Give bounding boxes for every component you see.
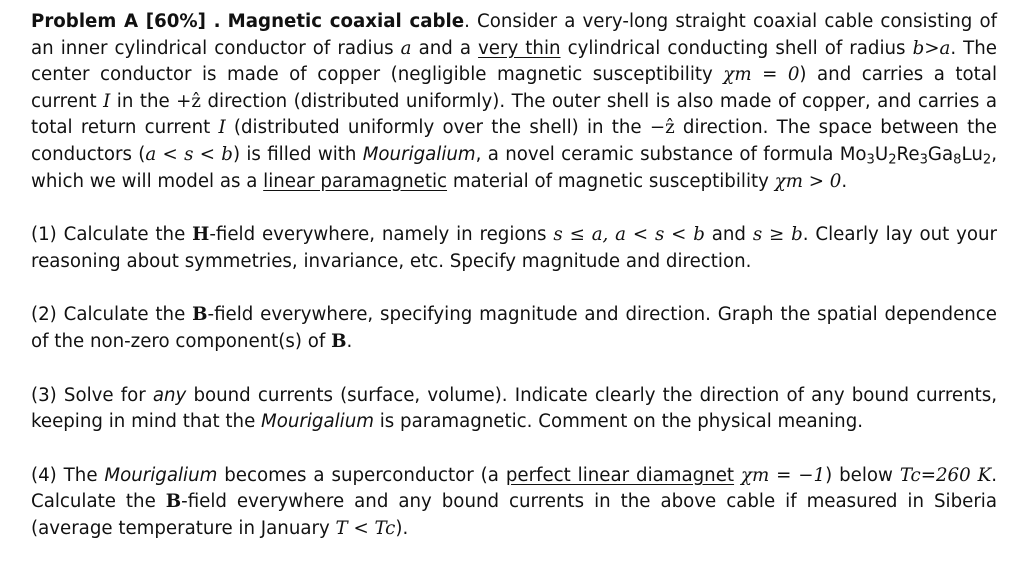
formula-subscript: 3: [919, 152, 928, 168]
formula-element: Ga: [927, 143, 954, 165]
spacer: [31, 275, 997, 302]
math-minus-z: −ẑ: [649, 117, 675, 139]
emphasis-any: any: [152, 384, 187, 406]
math-B: B: [192, 304, 208, 326]
intro-text: material of magnetic susceptibility: [447, 170, 775, 192]
intro-text: ) and carries a total current: [31, 64, 998, 112]
math-current: I: [103, 90, 111, 112]
intro-text: , which we will model as a: [31, 143, 997, 192]
formula-subscript: 2: [888, 152, 897, 168]
math-current: I: [218, 117, 226, 139]
intro-text: . The center conductor is made of copper (negligible magnetic susceptibility: [31, 37, 997, 86]
underlined-very-thin: very thin: [478, 37, 561, 59]
math-a: a: [400, 37, 412, 59]
question-3: [31, 383, 997, 436]
math-B: B: [165, 491, 182, 513]
material-name: Mourigalium: [261, 411, 374, 433]
q2-text: -field everywhere, specifying magnitude and direction. Graph the spatial dependence of the non-zero component(s) of: [31, 304, 997, 352]
formula-subscript: 3: [866, 152, 875, 168]
intro-text: and a: [411, 37, 479, 59]
q3-text: is paramagnetic. Comment on the physical meaning.: [373, 411, 864, 433]
problem-title: Magnetic coaxial cable: [227, 11, 465, 32]
underlined-linear-paramagnetic: linear paramagnetic: [263, 170, 448, 192]
problem-heading: Problem A [60%] .: [31, 11, 221, 32]
q1-text: -field everywhere, namely in regions: [209, 224, 554, 246]
math-chi-zero: χm = 0: [723, 64, 800, 86]
formula-subscript: 2: [982, 152, 992, 168]
intro-text: , a novel ceramic substance of formula Mo: [475, 143, 867, 165]
math-a-s-b: a < s < b: [145, 143, 233, 165]
math-temperature-condition: T < Tc: [335, 517, 396, 539]
material-name: Mourigalium: [104, 464, 218, 486]
formula-subscript: 8: [953, 152, 962, 168]
intro-text: ) is filled with: [232, 143, 363, 165]
q4-text: becomes a superconductor (a: [217, 464, 506, 486]
q4-text: (4) The: [31, 464, 105, 486]
math-plus-z: +ẑ: [176, 90, 201, 112]
q4-text: . Calculate the: [31, 464, 997, 513]
math-H: H: [192, 224, 210, 246]
question-2: [31, 302, 997, 355]
material-name: Mourigalium: [362, 143, 476, 165]
formula-element: Re: [896, 143, 920, 165]
math-region-outer: s ≥ b: [752, 224, 803, 246]
q2-text: (2) Calculate the: [31, 304, 193, 326]
q4-text: ) below: [825, 464, 900, 486]
q3-text: (3) Solve for: [31, 384, 153, 406]
intro-text: direction. The space between the conductors (: [31, 117, 997, 165]
q3-text: bound currents (surface, volume). Indicate clearly the direction of any bound currents, keeping in mind that the: [31, 384, 997, 433]
q1-text: . Clearly lay out your reasoning about symmetries, invariance, etc. Specify magnitude and direction.: [31, 224, 998, 272]
math-chi-negative: χm = −1: [740, 464, 826, 486]
question-4: [31, 463, 997, 543]
formula-element: U: [874, 143, 889, 165]
spacer: [31, 195, 997, 222]
formula-element: Lu: [961, 143, 983, 165]
intro-text: direction (distributed uniformly). The outer shell is also made of copper, and carries a total return current: [31, 90, 997, 139]
underlined-perfect-diamagnet: perfect linear diamagnet: [505, 464, 735, 486]
q4-text: ).: [395, 517, 409, 539]
spacer: [31, 436, 997, 463]
problem-intro: [31, 9, 997, 195]
math-regions: s ≤ a, a < s < b: [553, 224, 705, 246]
spacer: [31, 356, 997, 383]
q4-text: -field everywhere and any bound currents in the above cable if measured in Siberia (average temperature in January: [31, 491, 997, 539]
q4-text: [734, 465, 741, 486]
intro-text: cylindrical conducting shell of radius: [560, 37, 913, 59]
intro-text: in the: [110, 90, 177, 112]
q1-text: and: [704, 224, 753, 246]
q1-text: (1) Calculate the: [31, 224, 193, 246]
q2-text: .: [346, 330, 353, 352]
math-critical-temperature: Tc=260 K: [899, 464, 992, 486]
intro-text: . Consider a very-long straight coaxial cable consisting of an inner cylindrical conductor of radius: [31, 11, 997, 59]
question-1: [31, 222, 997, 275]
math-b-gt-a: b>a: [912, 37, 951, 59]
intro-text: .: [841, 170, 848, 192]
math-B: B: [331, 330, 347, 352]
intro-text: (distributed uniformly over the shell) in the: [225, 117, 650, 139]
math-chi-positive: χm > 0: [774, 170, 842, 192]
